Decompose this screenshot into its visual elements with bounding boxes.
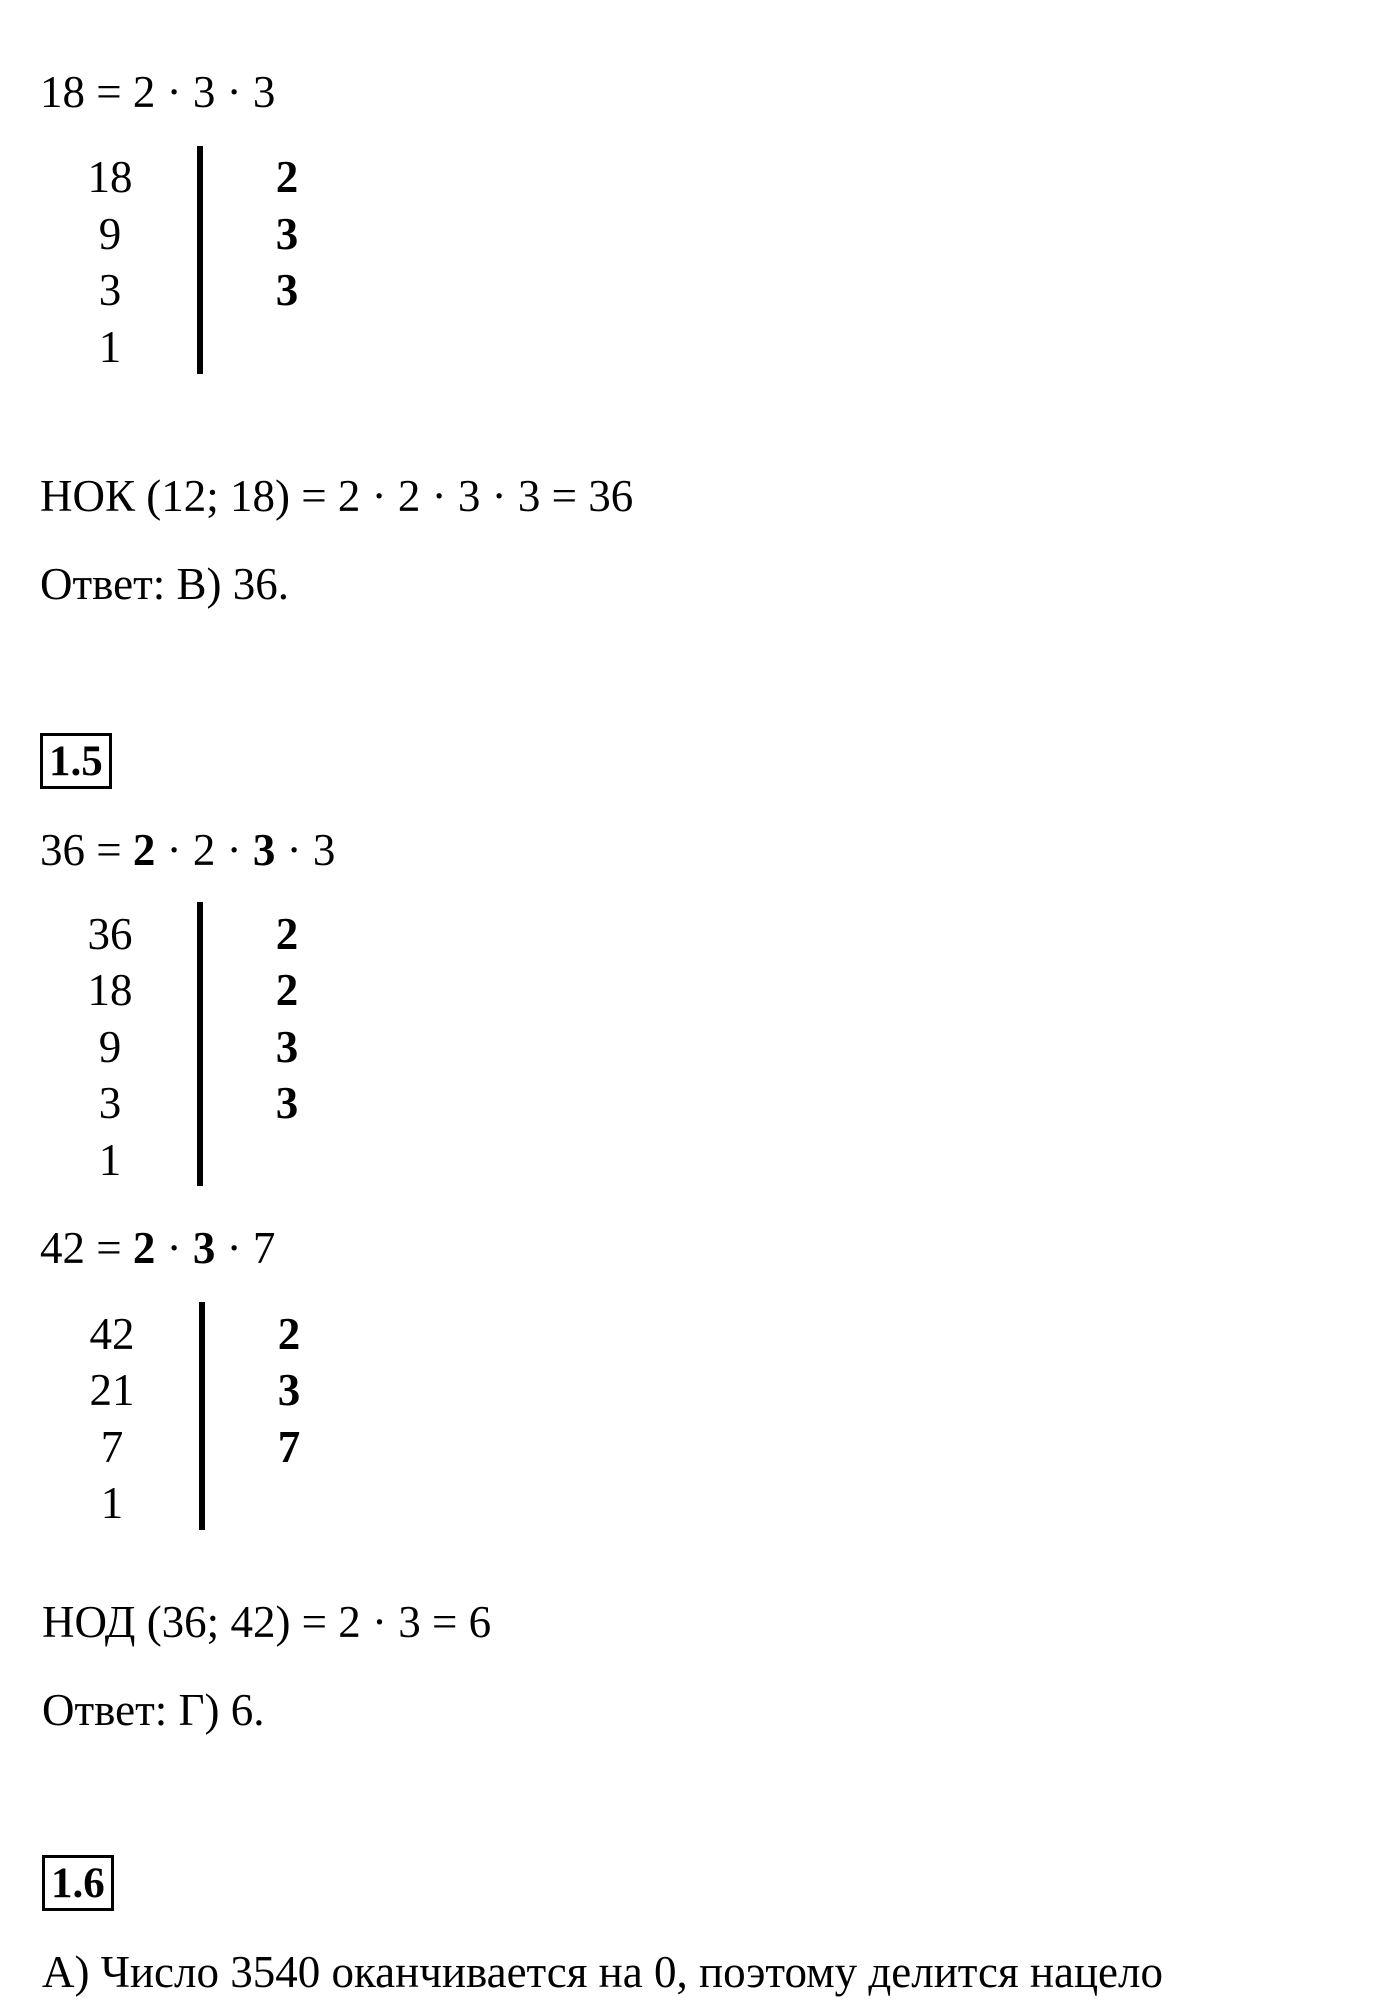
table-number: 18 xyxy=(87,152,133,202)
table-divisor: 3 xyxy=(275,1022,299,1072)
table-number: 1 xyxy=(100,1478,124,1528)
table-divisor: 2 xyxy=(275,965,299,1015)
division-bar xyxy=(197,902,203,1186)
table-divisor: 2 xyxy=(275,152,299,202)
equation-36: 36 = 2 · 2 · 3 · 3 xyxy=(40,825,336,875)
division-bar xyxy=(197,146,203,374)
table-number: 21 xyxy=(89,1365,135,1415)
table-number: 7 xyxy=(100,1422,124,1472)
table-divisor: 2 xyxy=(275,909,299,959)
task-text: А) Число 3540 оканчивается на 0, поэтому делится нацело xyxy=(42,1947,1163,1997)
division-bar xyxy=(199,1302,205,1530)
table-divisor: 7 xyxy=(277,1422,301,1472)
table-number: 9 xyxy=(98,1022,122,1072)
table-number: 3 xyxy=(98,1078,122,1128)
answer-line: Ответ: Г) 6. xyxy=(42,1685,265,1735)
table-number: 42 xyxy=(89,1309,135,1359)
table-divisor: 3 xyxy=(275,265,299,315)
task-number-1-6: 1.6 xyxy=(42,1855,114,1911)
table-number: 3 xyxy=(98,265,122,315)
table-number: 1 xyxy=(98,322,122,372)
table-divisor: 2 xyxy=(277,1309,301,1359)
nok-line: НОК (12; 18) = 2 · 2 · 3 · 3 = 36 xyxy=(40,471,634,521)
nod-line: НОД (36; 42) = 2 · 3 = 6 xyxy=(42,1597,492,1647)
table-number: 1 xyxy=(98,1135,122,1185)
table-divisor: 3 xyxy=(275,209,299,259)
task-number-1-5: 1.5 xyxy=(40,733,112,789)
table-number: 18 xyxy=(87,965,133,1015)
table-divisor: 3 xyxy=(277,1365,301,1415)
table-number: 36 xyxy=(87,909,133,959)
equation-18: 18 = 2 · 3 · 3 xyxy=(40,67,276,117)
table-divisor: 3 xyxy=(275,1078,299,1128)
equation-42: 42 = 2 · 3 · 7 xyxy=(40,1223,276,1273)
answer-line: Ответ: В) 36. xyxy=(40,559,290,609)
table-number: 9 xyxy=(98,209,122,259)
